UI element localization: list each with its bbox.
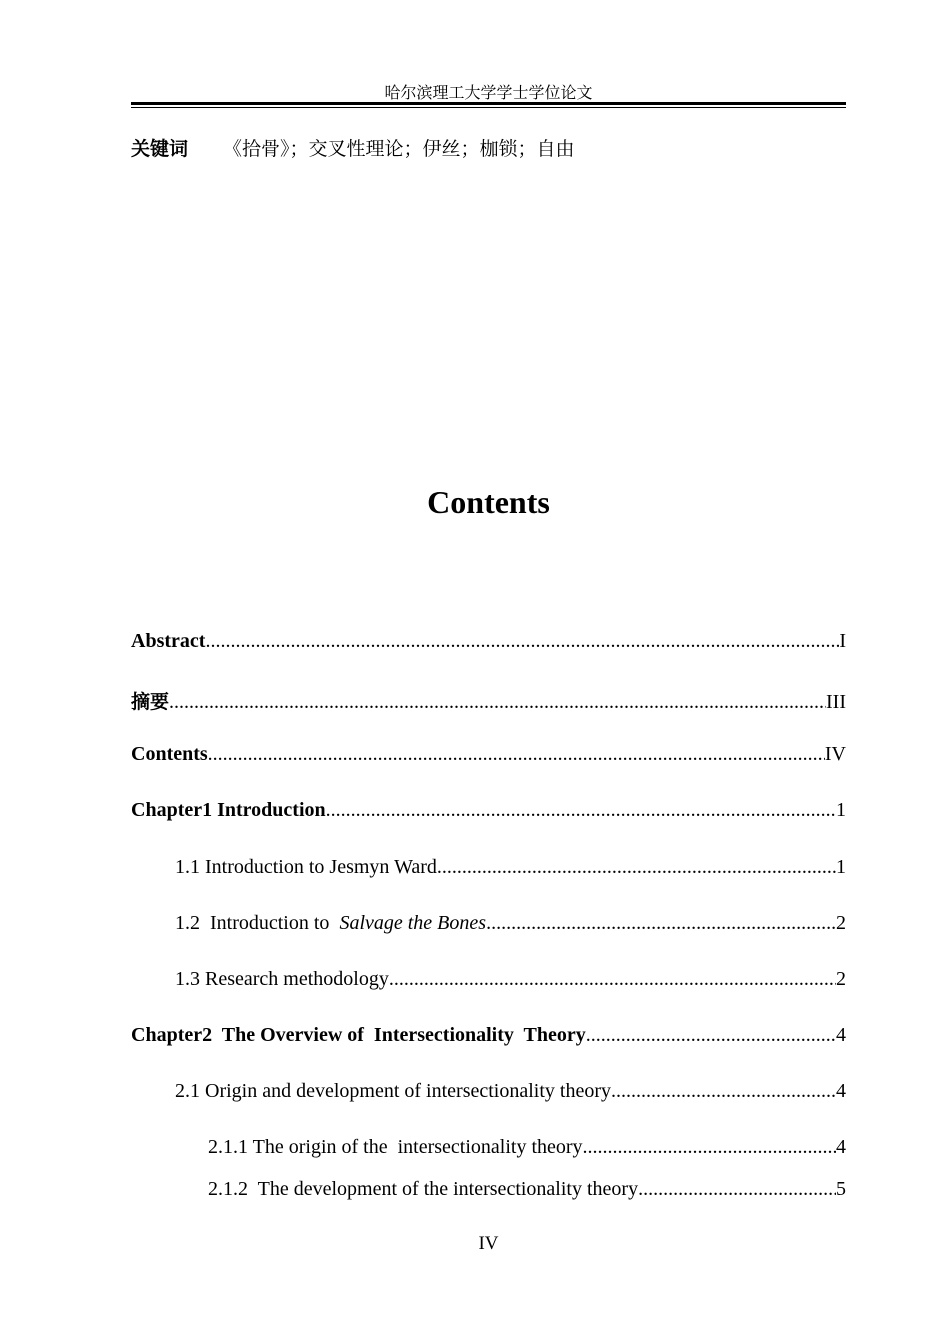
toc-entry-2-1-2[interactable]	[208, 1178, 846, 1201]
toc-entry-contents[interactable]	[131, 743, 846, 766]
toc-entry-chapter2[interactable]	[131, 1024, 846, 1047]
toc-leader	[586, 1024, 836, 1047]
toc-entry-label-prefix: 1.2 Introduction to	[175, 912, 340, 934]
toc-entry-label: Abstract	[131, 630, 206, 652]
keywords-line	[131, 134, 575, 161]
toc-page-number: 5	[836, 1178, 846, 1200]
toc-entry-label: Chapter1 Introduction	[131, 799, 326, 821]
toc-page-number: 1	[836, 799, 846, 821]
toc-page-number: 1	[836, 856, 846, 878]
toc-page-number: 2	[836, 912, 846, 934]
toc-page-number: 4	[836, 1136, 846, 1158]
toc-entry-label-italic: Salvage the Bones	[339, 912, 487, 934]
toc-entry-1-1[interactable]	[175, 856, 846, 879]
toc-leader	[389, 968, 836, 991]
toc-entry-2-1[interactable]	[175, 1080, 846, 1103]
toc-page-number: IV	[824, 743, 846, 765]
toc-leader	[611, 1080, 836, 1103]
keywords-text: 《拾骨》；交叉性理论；伊丝；枷锁；自由	[223, 138, 575, 160]
toc-entry-chapter1[interactable]	[131, 799, 846, 822]
toc-leader	[437, 856, 836, 879]
toc-leader	[583, 1136, 836, 1159]
toc-entry-label: 1.1 Introduction to Jesmyn Ward	[175, 856, 437, 878]
running-header: 哈尔滨理工大学学士学位论文	[384, 83, 593, 102]
toc-entry-label: 2.1 Origin and development of intersectionality theory	[175, 1080, 611, 1102]
toc-entry-1-3[interactable]	[175, 968, 846, 991]
header-rule-thick	[131, 102, 846, 105]
toc-entry-label: 2.1.1 The origin of the intersectionality theory	[208, 1136, 583, 1158]
toc-entry-1-2[interactable]	[175, 912, 846, 935]
contents-title: Contents	[427, 484, 550, 520]
toc-entry-label: 2.1.2 The development of the intersectionality theory	[208, 1178, 639, 1200]
toc-leader	[638, 1178, 836, 1201]
toc-leader	[208, 743, 825, 766]
toc-page-number: 4	[836, 1080, 846, 1102]
toc-page-number: 2	[836, 968, 846, 990]
toc-leader	[169, 691, 826, 714]
toc-entry-label	[175, 912, 486, 935]
toc-entry-2-1-1[interactable]	[208, 1136, 846, 1159]
toc-leader	[486, 912, 836, 935]
toc-entry-abstract[interactable]	[131, 630, 846, 653]
toc-entry-label: 摘要	[131, 691, 170, 713]
keywords-label: 关键词	[131, 138, 189, 160]
toc-leader	[205, 630, 839, 653]
header-rule-thin	[131, 107, 846, 108]
toc-leader	[326, 799, 836, 822]
toc-entry-label: Chapter2 The Overview of Intersectionality Theory	[131, 1024, 586, 1046]
toc-page-number: III	[826, 691, 846, 713]
page-number-footer: IV	[478, 1233, 499, 1254]
toc-page-number: I	[839, 630, 846, 652]
toc-page-number: 4	[836, 1024, 846, 1046]
toc-entry-label: Contents	[131, 743, 208, 765]
toc-entry-chinese-abstract[interactable]	[131, 687, 846, 714]
toc-entry-label: 1.3 Research methodology	[175, 968, 389, 990]
